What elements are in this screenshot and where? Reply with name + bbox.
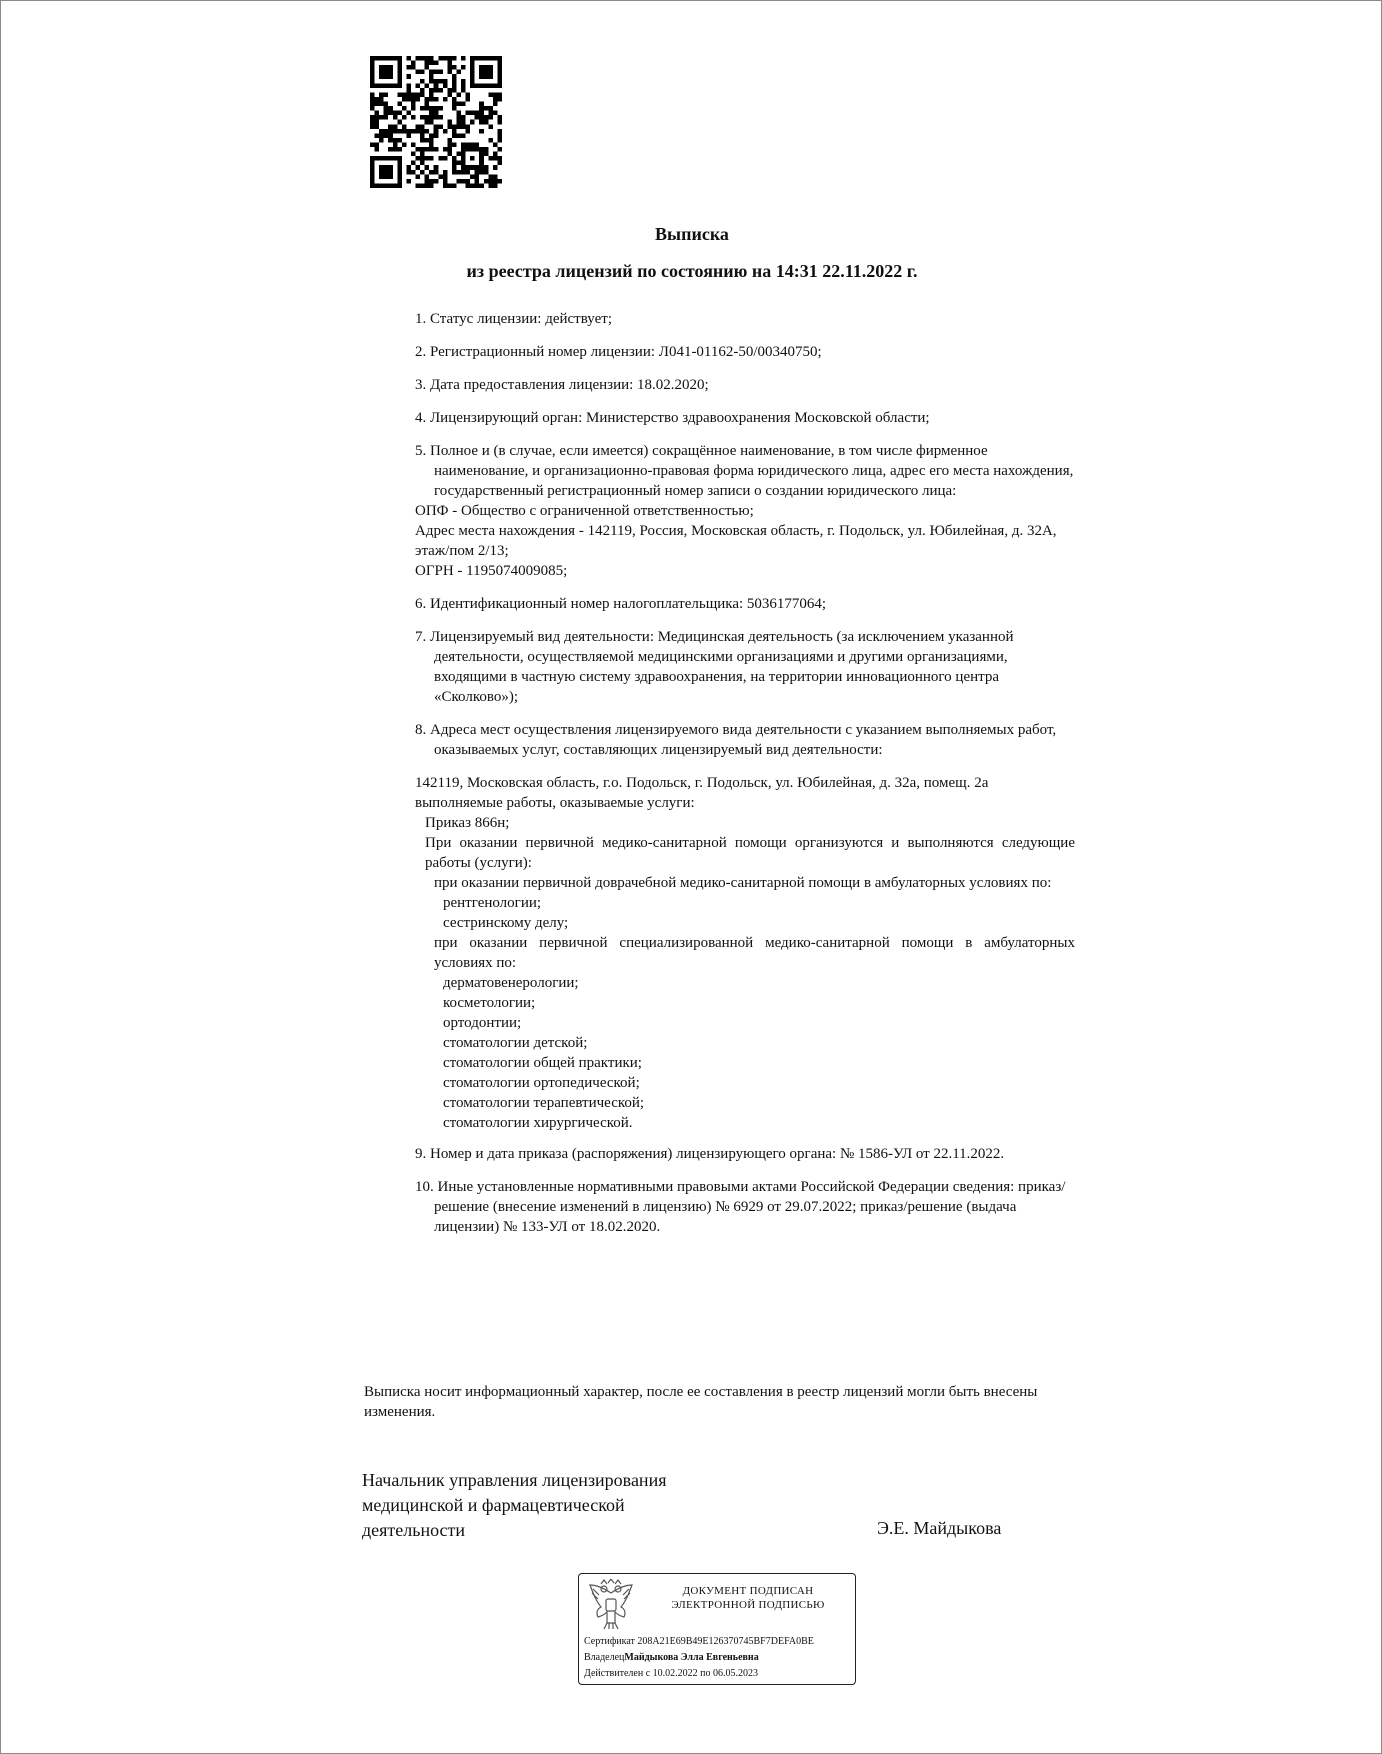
service-item: ортодонтии; bbox=[443, 1015, 522, 1031]
item-entity-name: 5. Полное и (в случае, если имеется) сокращённое наименование, в том числе фирменное наименование, и организационно-правовая форма юридического лица, адрес его места нахождения, государственный регистрационный номер записи о создании юридического лица: bbox=[415, 443, 1074, 499]
qr-code-icon bbox=[370, 56, 502, 188]
item-activity-type: 7. Лицензируемый вид деятельности: Медицинская деятельность (за исключением указанной деятельности, осуществляемой медицинскими организациями и другими организациями, входящими в частную систему здравоохранения, на территории инновационного центра «Сколково»); bbox=[415, 629, 1014, 705]
stamp-owner-name: Майдыкова Элла Евгеньевна bbox=[624, 1652, 759, 1663]
extract-content bbox=[415, 309, 1075, 1250]
item-order-number: 9. Номер и дата приказа (распоряжения) лицензирующего органа: № 1586-УЛ от 22.11.2022. bbox=[415, 1146, 1005, 1162]
item-other-info: 10. Иные установленные нормативными правовыми актами Российской Федерации сведения: приказ/решение (внесение изменений в лицензию) № 6929 от 29.07.2022; приказ/решение (выдача лицензии) № 133-УЛ от 18.02.2020. bbox=[415, 1179, 1066, 1235]
item-licensing-authority: 4. Лицензирующий орган: Министерство здравоохранения Московской области; bbox=[415, 410, 930, 426]
e-signature-stamp bbox=[578, 1573, 856, 1685]
stamp-certificate: Сертификат 208A21E69B49E126370745BF7DEFA0BE bbox=[584, 1636, 814, 1647]
signatory-position bbox=[362, 1468, 666, 1543]
signatory-name: Э.Е. Майдыкова bbox=[877, 1518, 1002, 1538]
service-item: сестринскому делу; bbox=[443, 915, 569, 931]
item-activity-addresses: 8. Адреса мест осуществления лицензируемого вида деятельности с указанием выполняемых работ, оказываемых услуг, составляющих лицензируемый вид деятельности: bbox=[415, 722, 1057, 758]
service-item: рентгенологии; bbox=[443, 895, 542, 911]
document-title: Выписка bbox=[655, 224, 729, 244]
stamp-validity: Действителен с 10.02.2022 по 06.05.2023 bbox=[584, 1668, 758, 1679]
entity-opf: ОПФ - Общество с ограниченной ответственностью; bbox=[415, 503, 754, 519]
activity-address: 142119, Московская область, г.о. Подольск, г. Подольск, ул. Юбилейная, д. 32а, помещ. 2а bbox=[415, 775, 989, 791]
services-intro: При оказании первичной медико-санитарной помощи организуются и выполняются следующие работы (услуги): bbox=[425, 835, 1075, 871]
stamp-title-line: ЭЛЕКТРОННОЙ ПОДПИСЬЮ bbox=[671, 1599, 825, 1611]
service-item: дерматовенерологии; bbox=[443, 975, 579, 991]
entity-ogrn: ОГРН - 1195074009085; bbox=[415, 563, 568, 579]
service-item: стоматологии общей практики; bbox=[443, 1055, 642, 1071]
order-ref: Приказ 866н; bbox=[425, 815, 510, 831]
item-inn: 6. Идентификационный номер налогоплательщика: 5036177064; bbox=[415, 596, 827, 612]
stamp-details bbox=[584, 1634, 856, 1682]
info-notice: Выписка носит информационный характер, после ее составления в реестр лицензий могли быть внесены изменения. bbox=[364, 1384, 1038, 1420]
position-line: деятельности bbox=[362, 1520, 466, 1540]
coat-of-arms-icon bbox=[587, 1579, 635, 1631]
stamp-title-line: ДОКУМЕНТ ПОДПИСАН bbox=[682, 1585, 814, 1597]
entity-address: Адрес места нахождения - 142119, Россия, Московская область, г. Подольск, ул. Юбилейная, д. 32А, этаж/пом 2/13; bbox=[415, 523, 1057, 559]
service-item: стоматологии хирургической. bbox=[443, 1115, 633, 1131]
position-line: медицинской и фармацевтической bbox=[362, 1495, 625, 1515]
position-line: Начальник управления лицензирования bbox=[362, 1470, 667, 1490]
works-label: выполняемые работы, оказываемые услуги: bbox=[415, 795, 695, 811]
pre-doctor-care: при оказании первичной доврачебной медико-санитарной помощи в амбулаторных условиях по: bbox=[434, 875, 1052, 891]
service-item: стоматологии детской; bbox=[443, 1035, 588, 1051]
item-reg-number: 2. Регистрационный номер лицензии: Л041-01162-50/00340750; bbox=[415, 344, 822, 360]
service-item: стоматологии терапевтической; bbox=[443, 1095, 645, 1111]
service-item: стоматологии ортопедической; bbox=[443, 1075, 640, 1091]
item-status: 1. Статус лицензии: действует; bbox=[415, 311, 612, 327]
stamp-owner-label: Владелец bbox=[584, 1652, 625, 1663]
specialized-care: при оказании первичной специализированной медико-санитарной помощи в амбулаторных условиях по: bbox=[434, 935, 1075, 971]
item-issue-date: 3. Дата предоставления лицензии: 18.02.2020; bbox=[415, 377, 709, 393]
services-list bbox=[425, 813, 1075, 1133]
service-item: косметологии; bbox=[443, 995, 536, 1011]
stamp-title bbox=[641, 1584, 855, 1612]
stamp-owner bbox=[584, 1650, 856, 1666]
document-subtitle: из реестра лицензий по состоянию на 14:31 22.11.2022 г. bbox=[466, 261, 918, 281]
